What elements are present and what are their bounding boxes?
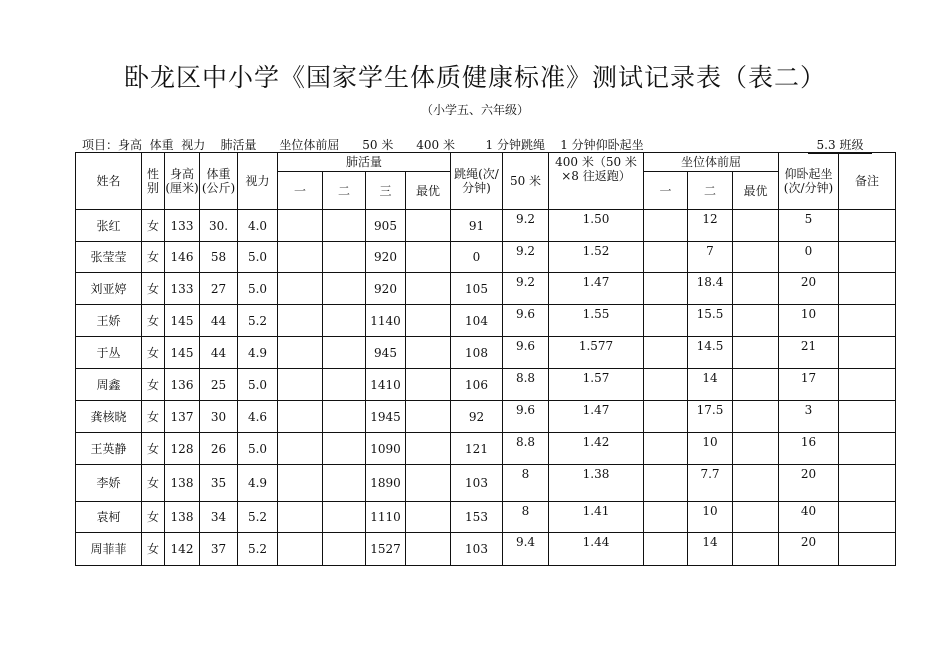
cell-jump: 108 <box>451 337 503 369</box>
cell-weight: 35 <box>200 465 238 502</box>
cell-sit-1 <box>644 401 688 433</box>
cell-note <box>839 502 896 533</box>
cell-height: 133 <box>165 210 200 242</box>
cell-400m: 1.55 <box>549 305 644 337</box>
cell-400m: 1.47 <box>549 401 644 433</box>
cell-sit-1 <box>644 502 688 533</box>
cell-lung-3: 1945 <box>366 401 406 433</box>
cell-jump: 106 <box>451 369 503 401</box>
cell-lung-2 <box>323 533 366 566</box>
cell-50m: 9.2 <box>503 210 549 242</box>
cell-jump: 153 <box>451 502 503 533</box>
cell-sit-2: 15.5 <box>688 305 733 337</box>
cell-lung-3: 1527 <box>366 533 406 566</box>
cell-vision: 4.0 <box>238 210 278 242</box>
cell-50m: 9.6 <box>503 337 549 369</box>
table-row <box>76 305 896 337</box>
cell-vision: 5.2 <box>238 305 278 337</box>
cell-lung-1 <box>278 433 323 465</box>
cell-height: 145 <box>165 305 200 337</box>
cell-lung-3: 1890 <box>366 465 406 502</box>
cell-jump: 105 <box>451 273 503 305</box>
cell-lung-1 <box>278 305 323 337</box>
header-lung-3: 三 <box>366 172 406 210</box>
cell-note <box>839 305 896 337</box>
cell-lung-best <box>406 337 451 369</box>
document-title: 卧龙区中小学《国家学生体质健康标准》测试记录表（表二） <box>123 63 826 92</box>
cell-400m: 1.38 <box>549 465 644 502</box>
cell-lung-3: 920 <box>366 242 406 273</box>
header-weight: 体重(公斤) <box>200 153 238 210</box>
cell-height: 128 <box>165 433 200 465</box>
cell-situp: 40 <box>779 502 839 533</box>
cell-gender: 女 <box>142 210 165 242</box>
cell-height: 145 <box>165 337 200 369</box>
cell-name: 刘亚婷 <box>76 273 142 305</box>
header-50m: 50 米 <box>503 153 549 210</box>
cell-height: 138 <box>165 465 200 502</box>
cell-lung-2 <box>323 305 366 337</box>
cell-vision: 4.9 <box>238 337 278 369</box>
cell-lung-1 <box>278 533 323 566</box>
cell-50m: 8.8 <box>503 369 549 401</box>
cell-note <box>839 273 896 305</box>
cell-sit-1 <box>644 210 688 242</box>
cell-weight: 30. <box>200 210 238 242</box>
cell-situp: 5 <box>779 210 839 242</box>
cell-name: 龚核晓 <box>76 401 142 433</box>
cell-50m: 8 <box>503 465 549 502</box>
cell-400m: 1.44 <box>549 533 644 566</box>
cell-gender: 女 <box>142 305 165 337</box>
cell-lung-1 <box>278 502 323 533</box>
cell-50m: 9.6 <box>503 305 549 337</box>
cell-sit-best <box>733 305 779 337</box>
cell-sit-2: 7.7 <box>688 465 733 502</box>
header-gender: 性别 <box>142 153 165 210</box>
cell-sit-best <box>733 401 779 433</box>
cell-weight: 25 <box>200 369 238 401</box>
cell-height: 142 <box>165 533 200 566</box>
cell-lung-2 <box>323 465 366 502</box>
cell-situp: 20 <box>779 273 839 305</box>
cell-jump: 91 <box>451 210 503 242</box>
header-jump: 跳绳(次/分钟) <box>451 153 503 210</box>
cell-lung-3: 1140 <box>366 305 406 337</box>
cell-name: 张红 <box>76 210 142 242</box>
cell-gender: 女 <box>142 533 165 566</box>
cell-lung-1 <box>278 337 323 369</box>
cell-lung-best <box>406 369 451 401</box>
cell-sit-2: 14 <box>688 369 733 401</box>
table-row <box>76 210 896 242</box>
cell-vision: 4.9 <box>238 465 278 502</box>
cell-note <box>839 337 896 369</box>
cell-sit-2: 12 <box>688 210 733 242</box>
cell-sit-2: 10 <box>688 433 733 465</box>
cell-note <box>839 369 896 401</box>
table-row <box>76 502 896 533</box>
cell-lung-best <box>406 401 451 433</box>
cell-weight: 34 <box>200 502 238 533</box>
cell-lung-best <box>406 533 451 566</box>
cell-sit-best <box>733 502 779 533</box>
header-situp: 仰卧起坐(次/分钟) <box>779 153 839 210</box>
header-note: 备注 <box>839 153 896 210</box>
cell-situp: 10 <box>779 305 839 337</box>
cell-weight: 37 <box>200 533 238 566</box>
cell-height: 133 <box>165 273 200 305</box>
header-height: 身高(厘米) <box>165 153 200 210</box>
cell-note <box>839 533 896 566</box>
cell-name: 王英静 <box>76 433 142 465</box>
cell-gender: 女 <box>142 465 165 502</box>
cell-name: 张莹莹 <box>76 242 142 273</box>
cell-height: 136 <box>165 369 200 401</box>
cell-name: 李娇 <box>76 465 142 502</box>
cell-note <box>839 401 896 433</box>
cell-sit-best <box>733 242 779 273</box>
cell-lung-2 <box>323 433 366 465</box>
cell-note <box>839 210 896 242</box>
cell-note <box>839 433 896 465</box>
cell-lung-2 <box>323 210 366 242</box>
cell-lung-1 <box>278 210 323 242</box>
cell-name: 周鑫 <box>76 369 142 401</box>
cell-sit-1 <box>644 305 688 337</box>
cell-name: 周菲菲 <box>76 533 142 566</box>
cell-lung-best <box>406 242 451 273</box>
class-name: 5.3 班级 <box>808 136 872 154</box>
cell-height: 138 <box>165 502 200 533</box>
cell-lung-2 <box>323 502 366 533</box>
cell-sit-best <box>733 433 779 465</box>
cell-lung-3: 1110 <box>366 502 406 533</box>
cell-sit-1 <box>644 242 688 273</box>
cell-50m: 8 <box>503 502 549 533</box>
cell-sit-2: 14.5 <box>688 337 733 369</box>
header-sit-best: 最优 <box>733 172 779 210</box>
cell-400m: 1.577 <box>549 337 644 369</box>
cell-situp: 16 <box>779 433 839 465</box>
cell-vision: 4.6 <box>238 401 278 433</box>
cell-vision: 5.2 <box>238 533 278 566</box>
record-table <box>75 152 896 566</box>
cell-sit-1 <box>644 369 688 401</box>
cell-gender: 女 <box>142 502 165 533</box>
cell-sit-best <box>733 465 779 502</box>
cell-gender: 女 <box>142 273 165 305</box>
cell-lung-2 <box>323 337 366 369</box>
header-lung-2: 二 <box>323 172 366 210</box>
cell-name: 王娇 <box>76 305 142 337</box>
cell-name: 于丛 <box>76 337 142 369</box>
cell-50m: 9.4 <box>503 533 549 566</box>
cell-gender: 女 <box>142 369 165 401</box>
cell-sit-best <box>733 337 779 369</box>
cell-400m: 1.57 <box>549 369 644 401</box>
cell-400m: 1.47 <box>549 273 644 305</box>
cell-note <box>839 242 896 273</box>
cell-jump: 104 <box>451 305 503 337</box>
header-sit-reach: 坐位体前屈 <box>644 153 779 172</box>
cell-lung-2 <box>323 273 366 305</box>
cell-situp: 20 <box>779 465 839 502</box>
cell-sit-2: 18.4 <box>688 273 733 305</box>
cell-situp: 20 <box>779 533 839 566</box>
cell-sit-best <box>733 210 779 242</box>
cell-weight: 27 <box>200 273 238 305</box>
cell-height: 137 <box>165 401 200 433</box>
cell-gender: 女 <box>142 242 165 273</box>
header-400m: 400 米（50 米×8 往返跑） <box>549 153 644 210</box>
test-items-line: 项目：身高 体重 视力 肺活量 坐位体前屈 50 米 400 米 1 分钟跳绳 1 分钟仰卧起坐 <box>82 138 644 152</box>
cell-sit-1 <box>644 337 688 369</box>
cell-400m: 1.41 <box>549 502 644 533</box>
cell-vision: 5.0 <box>238 369 278 401</box>
header-vision: 视力 <box>238 153 278 210</box>
cell-lung-1 <box>278 465 323 502</box>
cell-jump: 121 <box>451 433 503 465</box>
cell-lung-1 <box>278 401 323 433</box>
cell-lung-1 <box>278 242 323 273</box>
cell-jump: 92 <box>451 401 503 433</box>
cell-situp: 3 <box>779 401 839 433</box>
cell-situp: 17 <box>779 369 839 401</box>
cell-sit-2: 17.5 <box>688 401 733 433</box>
cell-note <box>839 465 896 502</box>
cell-400m: 1.42 <box>549 433 644 465</box>
header-lung: 肺活量 <box>278 153 451 172</box>
cell-lung-2 <box>323 401 366 433</box>
cell-50m: 9.6 <box>503 401 549 433</box>
table-row <box>76 369 896 401</box>
cell-lung-best <box>406 210 451 242</box>
cell-sit-1 <box>644 465 688 502</box>
cell-lung-3: 1410 <box>366 369 406 401</box>
cell-lung-best <box>406 465 451 502</box>
cell-sit-2: 14 <box>688 533 733 566</box>
cell-lung-best <box>406 273 451 305</box>
cell-sit-2: 10 <box>688 502 733 533</box>
cell-sit-1 <box>644 273 688 305</box>
cell-jump: 0 <box>451 242 503 273</box>
table-row <box>76 337 896 369</box>
cell-gender: 女 <box>142 337 165 369</box>
cell-50m: 9.2 <box>503 273 549 305</box>
cell-vision: 5.0 <box>238 433 278 465</box>
header-sit-2: 二 <box>688 172 733 210</box>
cell-situp: 0 <box>779 242 839 273</box>
cell-sit-2: 7 <box>688 242 733 273</box>
cell-weight: 44 <box>200 305 238 337</box>
cell-weight: 26 <box>200 433 238 465</box>
header-lung-best: 最优 <box>406 172 451 210</box>
cell-lung-2 <box>323 242 366 273</box>
table-row <box>76 401 896 433</box>
cell-name: 袁柯 <box>76 502 142 533</box>
header-sit-1: 一 <box>644 172 688 210</box>
cell-vision: 5.0 <box>238 242 278 273</box>
cell-sit-best <box>733 273 779 305</box>
table-body <box>76 210 896 566</box>
cell-sit-1 <box>644 533 688 566</box>
cell-gender: 女 <box>142 401 165 433</box>
cell-lung-1 <box>278 273 323 305</box>
cell-sit-best <box>733 533 779 566</box>
table-row <box>76 242 896 273</box>
cell-400m: 1.50 <box>549 210 644 242</box>
header-name: 姓名 <box>76 153 142 210</box>
cell-lung-1 <box>278 369 323 401</box>
cell-sit-best <box>733 369 779 401</box>
cell-sit-1 <box>644 433 688 465</box>
cell-lung-best <box>406 305 451 337</box>
cell-jump: 103 <box>451 465 503 502</box>
cell-vision: 5.2 <box>238 502 278 533</box>
cell-gender: 女 <box>142 433 165 465</box>
cell-lung-2 <box>323 369 366 401</box>
cell-weight: 30 <box>200 401 238 433</box>
table-row <box>76 533 896 566</box>
cell-400m: 1.52 <box>549 242 644 273</box>
cell-lung-3: 1090 <box>366 433 406 465</box>
cell-lung-3: 920 <box>366 273 406 305</box>
table-row <box>76 273 896 305</box>
table-row <box>76 465 896 502</box>
cell-lung-best <box>406 433 451 465</box>
cell-height: 146 <box>165 242 200 273</box>
cell-50m: 9.2 <box>503 242 549 273</box>
header-lung-1: 一 <box>278 172 323 210</box>
document-subtitle: （小学五、六年级） <box>420 103 529 117</box>
cell-50m: 8.8 <box>503 433 549 465</box>
cell-situp: 21 <box>779 337 839 369</box>
cell-lung-3: 945 <box>366 337 406 369</box>
cell-weight: 58 <box>200 242 238 273</box>
cell-lung-best <box>406 502 451 533</box>
table-row <box>76 433 896 465</box>
cell-vision: 5.0 <box>238 273 278 305</box>
cell-jump: 103 <box>451 533 503 566</box>
cell-lung-3: 905 <box>366 210 406 242</box>
table-header <box>76 153 896 210</box>
cell-weight: 44 <box>200 337 238 369</box>
